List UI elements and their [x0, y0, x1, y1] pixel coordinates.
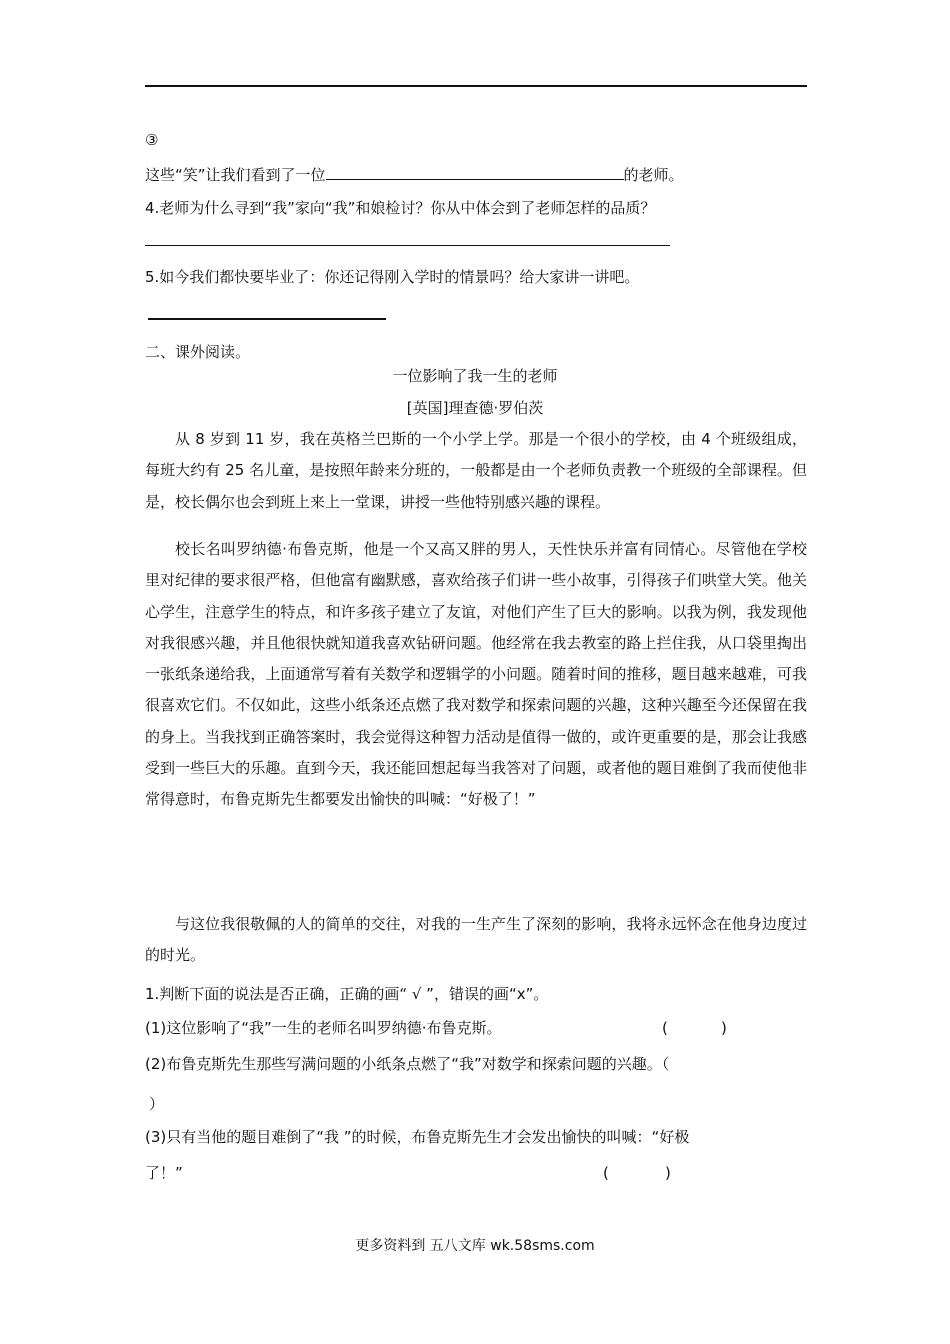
q5-answer-line[interactable] [148, 318, 386, 320]
judge-item-1-open-paren: ( [662, 1019, 668, 1037]
passage-paragraph-3: 与这位我很敬佩的人的简单的交往，对我的一生产生了深刻的影响，我将永远怀念在他身边度过的时光。 [145, 915, 807, 965]
answer-line-top [145, 85, 807, 87]
footer-source-text: 更多资料到 五八文库 wk.58sms.com [355, 1238, 595, 1254]
q3-marker: ③ [145, 131, 159, 149]
judge-item-3-line-1: (3)只有当他的题目难倒了“我 ”的时候，布鲁克斯先生才会发出愉快的叫喊：“好极 [145, 1128, 690, 1146]
q3-answer-blank[interactable] [326, 163, 624, 180]
judge-item-1-answer-slot[interactable] [672, 1018, 720, 1038]
judge-instruction: 1.判断下面的说法是否正确，正确的画“ √ ”，错误的画“x”。 [145, 985, 549, 1003]
judge-item-1-close-paren: ) [721, 1019, 727, 1037]
q3-sentence-after: 的老师。 [623, 166, 684, 184]
judge-item-3-line-2: 了！” [145, 1164, 183, 1182]
judge-item-3-answer-slot[interactable] [613, 1163, 661, 1183]
section-heading: 二、课外阅读。 [145, 343, 251, 361]
judge-item-2-line-2[interactable]: ） [149, 1095, 165, 1113]
judge-item-2-line-1: (2)布鲁克斯先生那些写满问题的小纸条点燃了“我”对数学和探索问题的兴趣。（ [145, 1055, 670, 1073]
q3-sentence-before: 这些“笑”让我们看到了一位 [145, 166, 326, 184]
judge-item-1: (1)这位影响了“我”一生的老师名叫罗纳德·布鲁克斯。 [145, 1019, 502, 1037]
judge-item-3-open-paren: ( [603, 1164, 609, 1182]
judge-item-3-close-paren: ) [665, 1164, 671, 1182]
passage-paragraph-1: 从 8 岁到 11 岁，我在英格兰巴斯的一个小学上学。那是一个很小的学校，由 4 个班级组成，每班大约有 25 名儿童，是按照年龄来分班的，一般都是由一个老师负责教一个班级的全部课程。但是，校长偶尔也会到班上来上一堂课，讲授一些他特别感兴趣的课程。 [145, 430, 807, 511]
q3-sentence [145, 163, 684, 185]
passage-title: 一位影响了我一生的老师 [392, 367, 558, 385]
q5-question: 5.如今我们都快要毕业了：你还记得刚入学时的情景吗？给大家讲一讲吧。 [145, 268, 640, 286]
q4-question: 4.老师为什么寻到“我”家向“我”和娘检讨？你从中体会到了老师怎样的品质？ [145, 199, 656, 217]
passage-paragraph-2: 校长名叫罗纳德·布鲁克斯，他是一个又高又胖的男人，天性快乐并富有同情心。尽管他在学校里对纪律的要求很严格，但他富有幽默感，喜欢给孩子们讲一些小故事，引得孩子们哄堂大笑。他关心学生，注意学生的特点，和许多孩子建立了友谊，对他们产生了巨大的影响。以我为例，我发现他对我很感兴趣，并且他很快就知道我喜欢钻研问题。他经常在我去教室的路上拦住我，从口袋里掏出一张纸条递给我，上面通常写着有关数学和逻辑学的小问题。随着时间的推移，题目越来越难，可我很喜欢它们。不仅如此，这些小纸条还点燃了我对数学和探索问题的兴趣，这种兴趣至今还保留在我的身上。当我找到正确答案时，我会觉得这种智力活动是值得一做的，或许更重要的是，那会让我感受到一些巨大的乐趣。直到今天，我还能回想起每当我答对了问题，或者他的题目难倒了我而使他非常得意时，布鲁克斯先生都要发出愉快的叫喊：“好极了！” [145, 540, 807, 809]
passage-author: [英国]理查德·罗伯茨 [406, 399, 544, 417]
q4-answer-line[interactable] [145, 245, 670, 246]
